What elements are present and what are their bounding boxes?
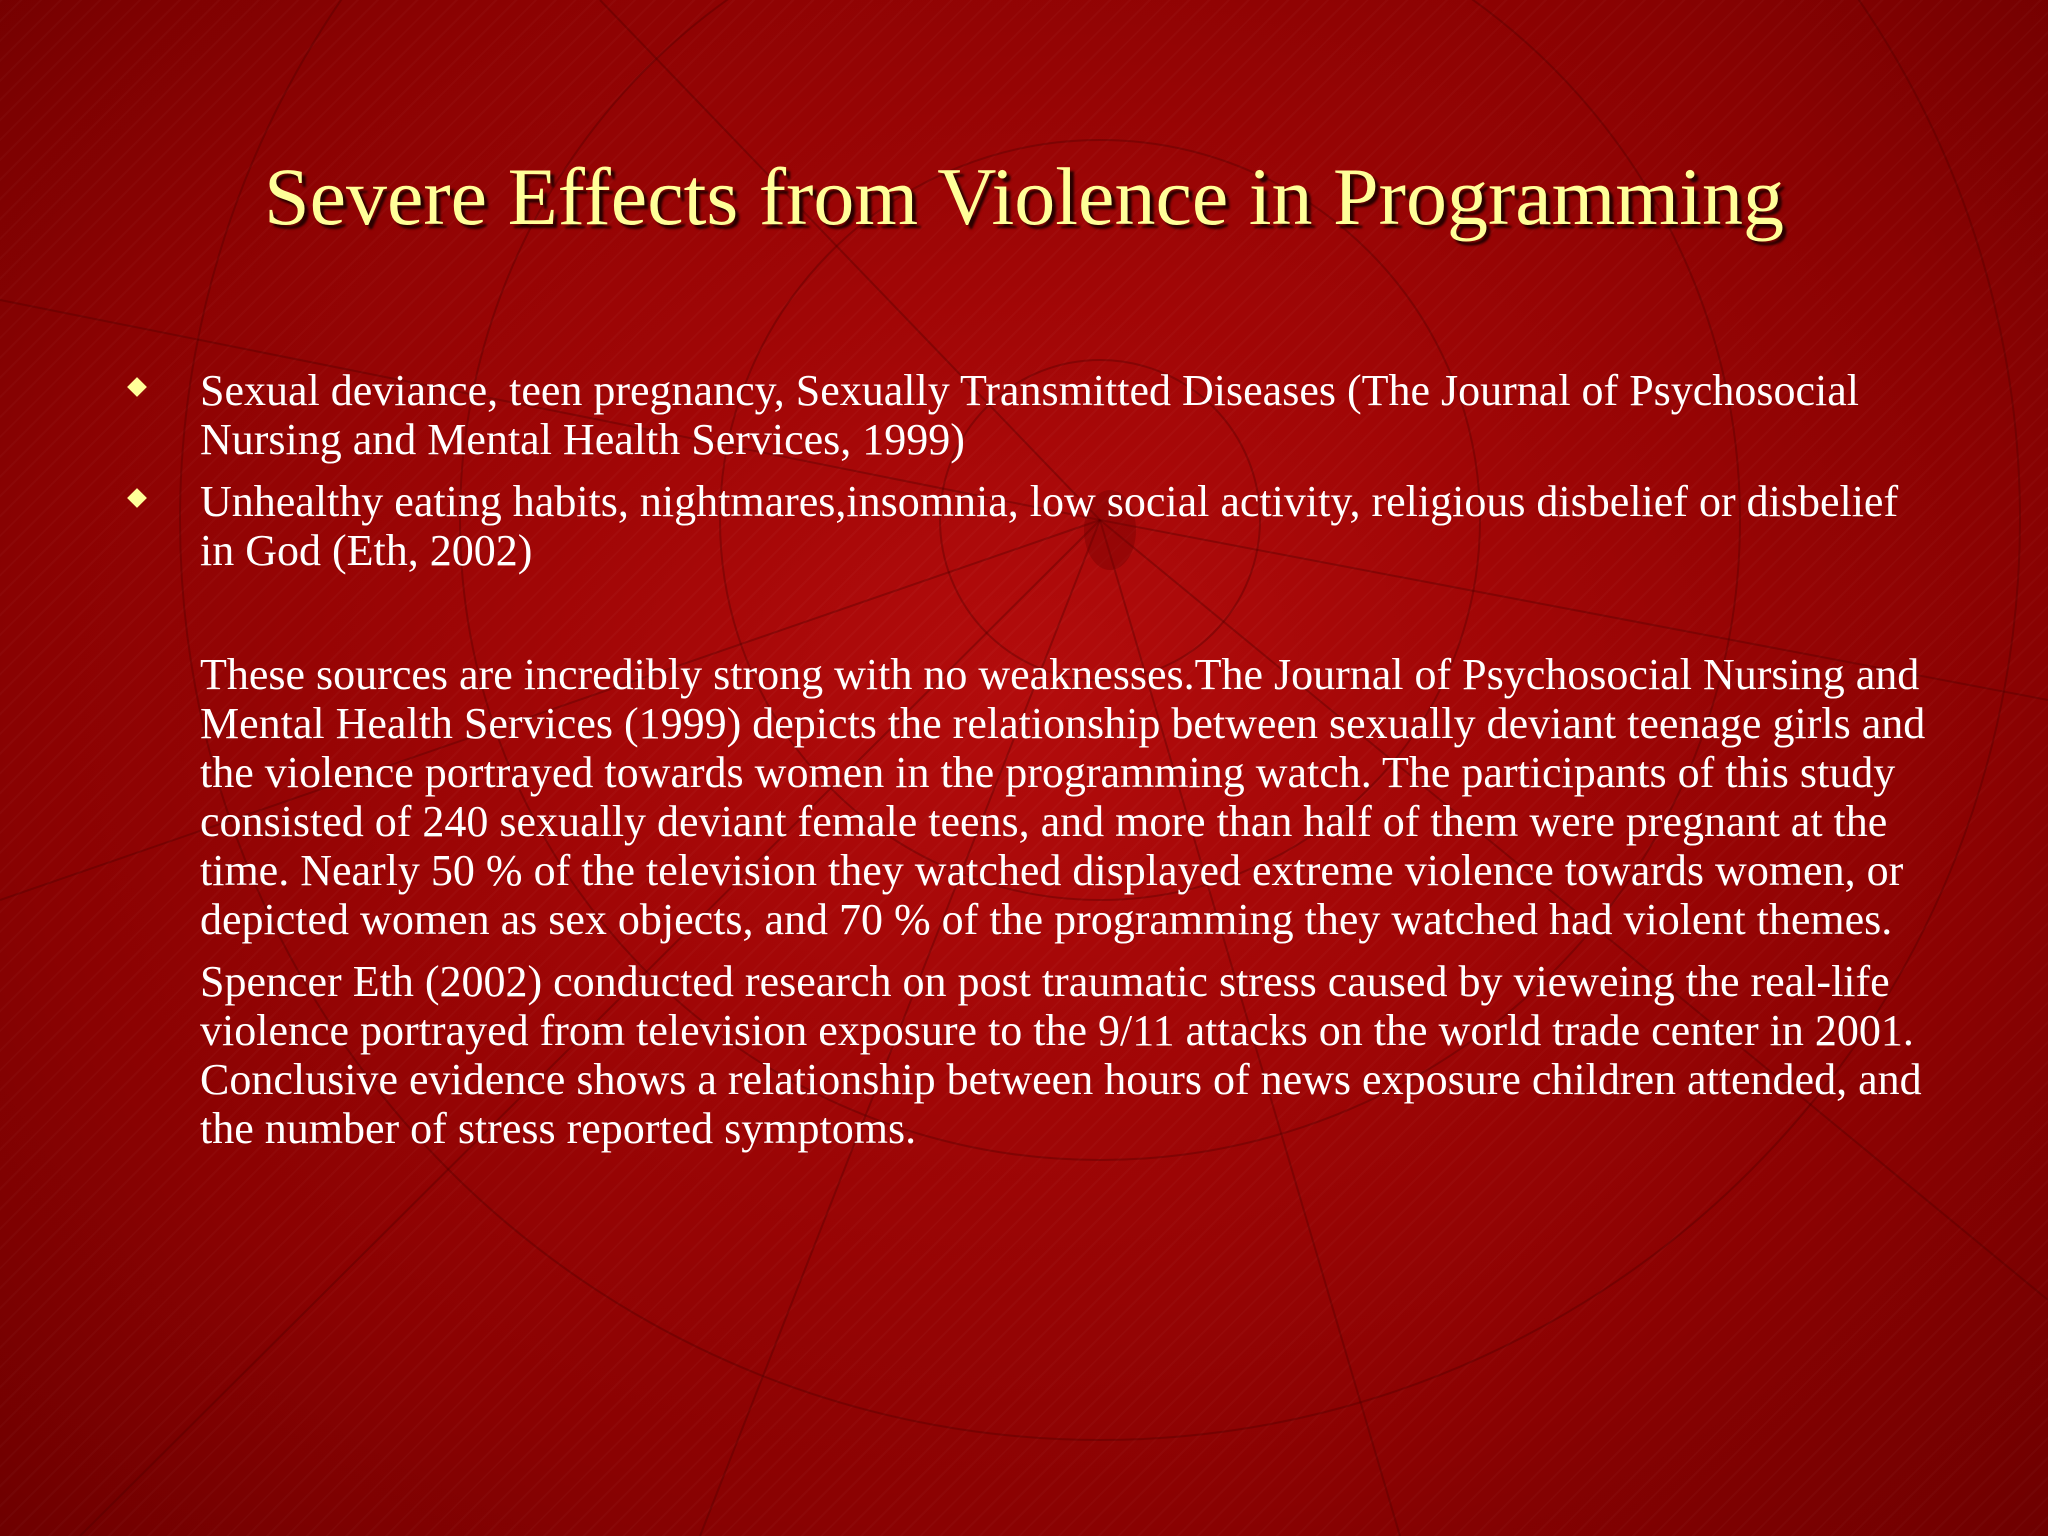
bullet-text: Sexual deviance, teen pregnancy, Sexually Transmitted Diseases (The Journal of Psychosocial Nursing and Mental Health Services, 1999) xyxy=(200,366,1859,464)
bullet-text: Unhealthy eating habits, nightmares,insomnia, low social activity, religious disbelief or disbelief in God (Eth, 2002) xyxy=(200,477,1899,575)
spacer xyxy=(200,588,1940,650)
bullet-item xyxy=(200,477,1940,575)
slide-title: Severe Effects from Violence in Programming xyxy=(263,151,1784,242)
diamond-bullet-icon xyxy=(127,377,147,397)
diamond-bullet-icon xyxy=(127,488,147,508)
slide-body xyxy=(200,366,1940,1166)
body-paragraph: These sources are incredibly strong with no weaknesses.The Journal of Psychosocial Nursing and Mental Health Services (1999) depicts the relationship between sexually deviant teenage girls and the violence portrayed towards women in the programming watch. The participants of this study consisted of 240 sexually deviant female teens, and more than half of them were pregnant at the time. Nearly 50 % of the television they watched displayed extreme violence towards women, or depicted women as sex objects, and 70 % of the programming they watched had violent themes. xyxy=(200,650,1926,944)
body-paragraph: Spencer Eth (2002) conducted research on post traumatic stress caused by vieweing the real-life violence portrayed from television exposure to the 9/11 attacks on the world trade center in 2001. Conclusive evidence shows a relationship between hours of news exposure children attended, and the number of stress reported symptoms. xyxy=(200,957,1922,1153)
bullet-item xyxy=(200,366,1940,464)
